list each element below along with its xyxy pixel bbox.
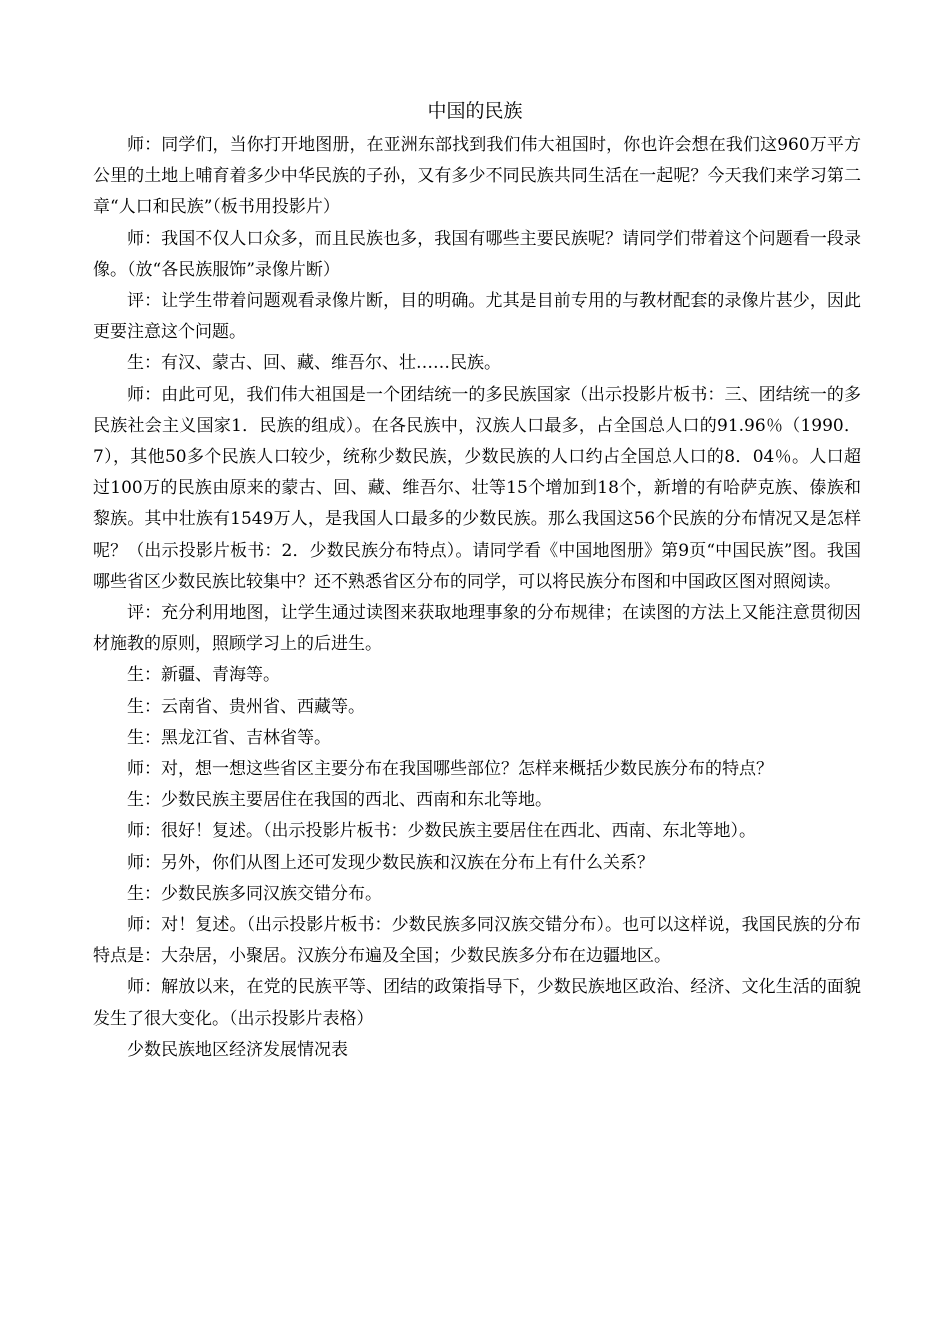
paragraph-student-xinjiang: 生：新疆、青海等。 [127, 665, 280, 686]
paragraph-teacher-composition: 师：由此可见，我们伟大祖国是一个团结统一的多民族国家（出示投影片板书：三、团结统一的多民族社会主义国家1．民族的组成）。在各民族中，汉族人口最多，占全国总人口的91.96％（1990．7），其他50多个民族人口较少，统称少数民族，少数民族的人口约占全国总人口的8．04％。人口超过100万的民族由原来的蒙古、回、藏、维吾尔、壮等15个增加到18个，新增的有哈萨克族、傣族和黎族。其中壮族有1549万人，是我国人口最多的少数民族。那么我国这56个民族的分布情况又是怎样呢？（出示投影片板书：2．少数民族分布特点）。请同学看《中国地图册》第9页“中国民族”图。我国哪些省区少数民族比较集中？还不熟悉省区分布的同学，可以将民族分布图和中国政区图对照阅读。 [93, 384, 861, 592]
paragraph-student-heilongjiang: 生：黑龙江省、吉林省等。 [127, 727, 331, 748]
paragraph-teacher-relation: 师：另外，你们从图上还可发现少数民族和汉族在分布上有什么关系？ [127, 852, 654, 873]
paragraph-student-yunnan: 生：云南省、贵州省、西藏等。 [127, 696, 365, 717]
paragraph-teacher-liberation: 师：解放以来，在党的民族平等、团结的政策指导下，少数民族地区政治、经济、文化生活的面貌发生了很大变化。（出示投影片表格） [93, 977, 861, 1029]
paragraph-student-answer: 生：有汉、蒙古、回、藏、维吾尔、壮……民族。 [127, 353, 501, 374]
paragraph-teacher-think: 师：对，想一想这些省区主要分布在我国哪些部位？怎样来概括少数民族分布的特点？ [127, 759, 773, 780]
paragraph-student-mixed: 生：少数民族多同汉族交错分布。 [127, 883, 382, 904]
document-title: 中国的民族 [427, 100, 523, 122]
paragraph-student-regions: 生：少数民族主要居住在我国的西北、西南和东北等地。 [127, 790, 552, 811]
paragraph-teacher-good: 师：很好！复述。（出示投影片板书：少数民族主要居住在西北、西南、东北等地）。 [127, 821, 756, 842]
paragraph-teacher-summary: 师：对！复述。（出示投影片板书：少数民族多同汉族交错分布）。也可以这样说，我国民族的分布特点是：大杂居，小聚居。汉族分布遍及全国；少数民族多分布在边疆地区。 [93, 915, 861, 967]
paragraph-comment-map: 评：充分利用地图，让学生通过读图来获取地理事象的分布规律；在读图的方法上又能注意贯彻因材施教的原则，照顾学习上的后进生。 [93, 603, 861, 655]
paragraph-comment-video: 评：让学生带着问题观看录像片断，目的明确。尤其是目前专用的与教材配套的录像片甚少，因此更要注意这个问题。 [93, 291, 861, 343]
paragraph-teacher-question: 师：我国不仅人口众多，而且民族也多，我国有哪些主要民族呢？请同学们带着这个问题看一段录像。（放“各民族服饰”录像片断） [93, 228, 861, 280]
document-body [93, 130, 861, 1066]
paragraph-teacher-intro: 师：同学们，当你打开地图册，在亚洲东部找到我们伟大祖国时，你也许会想在我们这960万平方公里的土地上哺育着多少中华民族的子孙，又有多少不同民族共同生活在一起呢？今天我们来学习第二章“人口和民族”（板书用投影片） [93, 135, 861, 218]
table-caption: 少数民族地区经济发展情况表 [127, 1039, 348, 1060]
